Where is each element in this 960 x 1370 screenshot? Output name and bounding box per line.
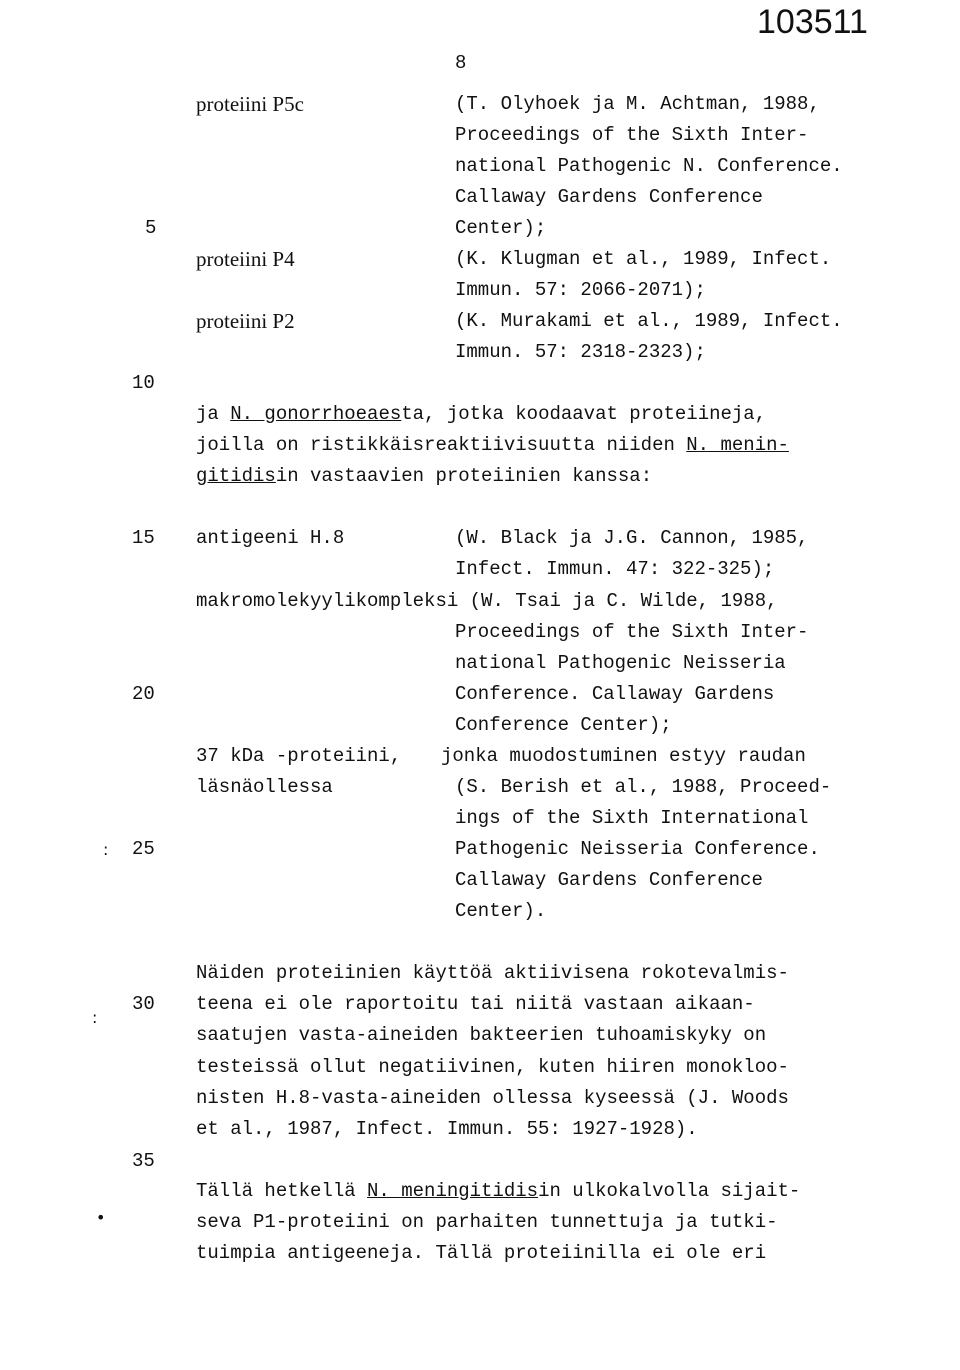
antigen-label-37kda: 37 kDa -proteiini, bbox=[196, 745, 402, 767]
paragraph-line: seva P1-proteiini on parhaiten tunnettuja ja tutki- bbox=[196, 1211, 778, 1233]
paragraph-line: tuimpia antigeeneja. Tällä proteiinilla ei ole eri bbox=[196, 1242, 767, 1264]
line-number: 10 bbox=[132, 372, 155, 394]
line-number: 30 bbox=[132, 993, 155, 1015]
reference-line: (K. Murakami et al., 1989, Infect. bbox=[455, 310, 843, 332]
paragraph-text: in ulkokalvolla sijait- bbox=[538, 1180, 801, 1202]
species-name: N. menin- bbox=[686, 434, 789, 456]
margin-mark: : bbox=[92, 1008, 98, 1027]
document-number: 103511 bbox=[757, 3, 868, 41]
reference-line: Center); bbox=[455, 217, 547, 239]
paragraph-line: Näiden proteiinien käyttöä aktiivisena rokotevalmis- bbox=[196, 962, 789, 984]
protein-label-p4: proteiini P4 bbox=[196, 247, 295, 271]
paragraph-line: teena ei ole raportoitu tai niitä vastaan aikaan- bbox=[196, 993, 755, 1015]
paragraph-line: testeissä ollut negatiivinen, kuten hiiren monokloo- bbox=[196, 1056, 789, 1078]
line-number: 20 bbox=[132, 683, 155, 705]
line-number: 5 bbox=[145, 217, 157, 239]
intro-text: in vastaavien proteiinien kanssa: bbox=[275, 465, 653, 487]
reference-line: (S. Berish et al., 1988, Proceed- bbox=[455, 776, 832, 798]
reference-line: (K. Klugman et al., 1989, Infect. bbox=[455, 248, 832, 270]
antigen-label-h8: antigeeni H.8 bbox=[196, 527, 345, 549]
paragraph-line bbox=[196, 1180, 800, 1202]
line-number: 35 bbox=[132, 1150, 155, 1172]
reference-line: (T. Olyhoek ja M. Achtman, 1988, bbox=[455, 93, 820, 115]
intro-text: ta, jotka koodaavat proteiineja, bbox=[401, 403, 767, 425]
antigen-label-37kda-cont: läsnäollessa bbox=[196, 776, 333, 798]
reference-line: Proceedings of the Sixth Inter- bbox=[455, 124, 809, 146]
reference-line: national Pathogenic N. Conference. bbox=[455, 155, 843, 177]
intro-line bbox=[196, 434, 789, 456]
reference-line: Immun. 57: 2066-2071); bbox=[455, 279, 706, 301]
page-number: 8 bbox=[455, 52, 467, 74]
reference-line: Callaway Gardens Conference bbox=[455, 869, 763, 891]
reference-line: ings of the Sixth International bbox=[455, 807, 809, 829]
reference-line: Pathogenic Neisseria Conference. bbox=[455, 838, 820, 860]
reference-line: national Pathogenic Neisseria bbox=[455, 652, 786, 674]
protein-label-p2: proteiini P2 bbox=[196, 309, 295, 333]
antigen-label-makro: makromolekyylikompleksi (W. Tsai ja C. Wilde, 1988, bbox=[196, 590, 778, 612]
reference-line: Infect. Immun. 47: 322-325); bbox=[455, 558, 775, 580]
intro-line bbox=[196, 403, 766, 425]
intro-text: joilla on ristikkäisreaktiivisuutta niiden bbox=[196, 434, 687, 456]
species-name: N. gonorrhoeaes bbox=[230, 403, 402, 425]
line-number: 25 bbox=[132, 838, 155, 860]
paragraph-line: saatujen vasta-aineiden bakteerien tuhoamiskyky on bbox=[196, 1024, 767, 1046]
intro-line bbox=[196, 465, 652, 487]
margin-mark: : bbox=[103, 840, 109, 859]
margin-mark: • bbox=[96, 1208, 106, 1227]
reference-line: Callaway Gardens Conference bbox=[455, 186, 763, 208]
line-number: 15 bbox=[132, 527, 155, 549]
reference-line: jonka muodostuminen estyy raudan bbox=[441, 745, 806, 767]
reference-line: (W. Black ja J.G. Cannon, 1985, bbox=[455, 527, 809, 549]
reference-line: Conference Center); bbox=[455, 714, 672, 736]
intro-text: ja bbox=[196, 403, 231, 425]
reference-line: Proceedings of the Sixth Inter- bbox=[455, 621, 809, 643]
paragraph-line: et al., 1987, Infect. Immun. 55: 1927-1928). bbox=[196, 1118, 698, 1140]
reference-line: Immun. 57: 2318-2323); bbox=[455, 341, 706, 363]
reference-line: Center). bbox=[455, 900, 547, 922]
species-name: gitidis bbox=[196, 465, 276, 487]
paragraph-text: Tällä hetkellä bbox=[196, 1180, 368, 1202]
species-name: N. meningitidis bbox=[367, 1180, 539, 1202]
paragraph-line: nisten H.8-vasta-aineiden ollessa kyseessä (J. Woods bbox=[196, 1087, 789, 1109]
reference-line: Conference. Callaway Gardens bbox=[455, 683, 775, 705]
protein-label-p5c: proteiini P5c bbox=[196, 92, 304, 116]
